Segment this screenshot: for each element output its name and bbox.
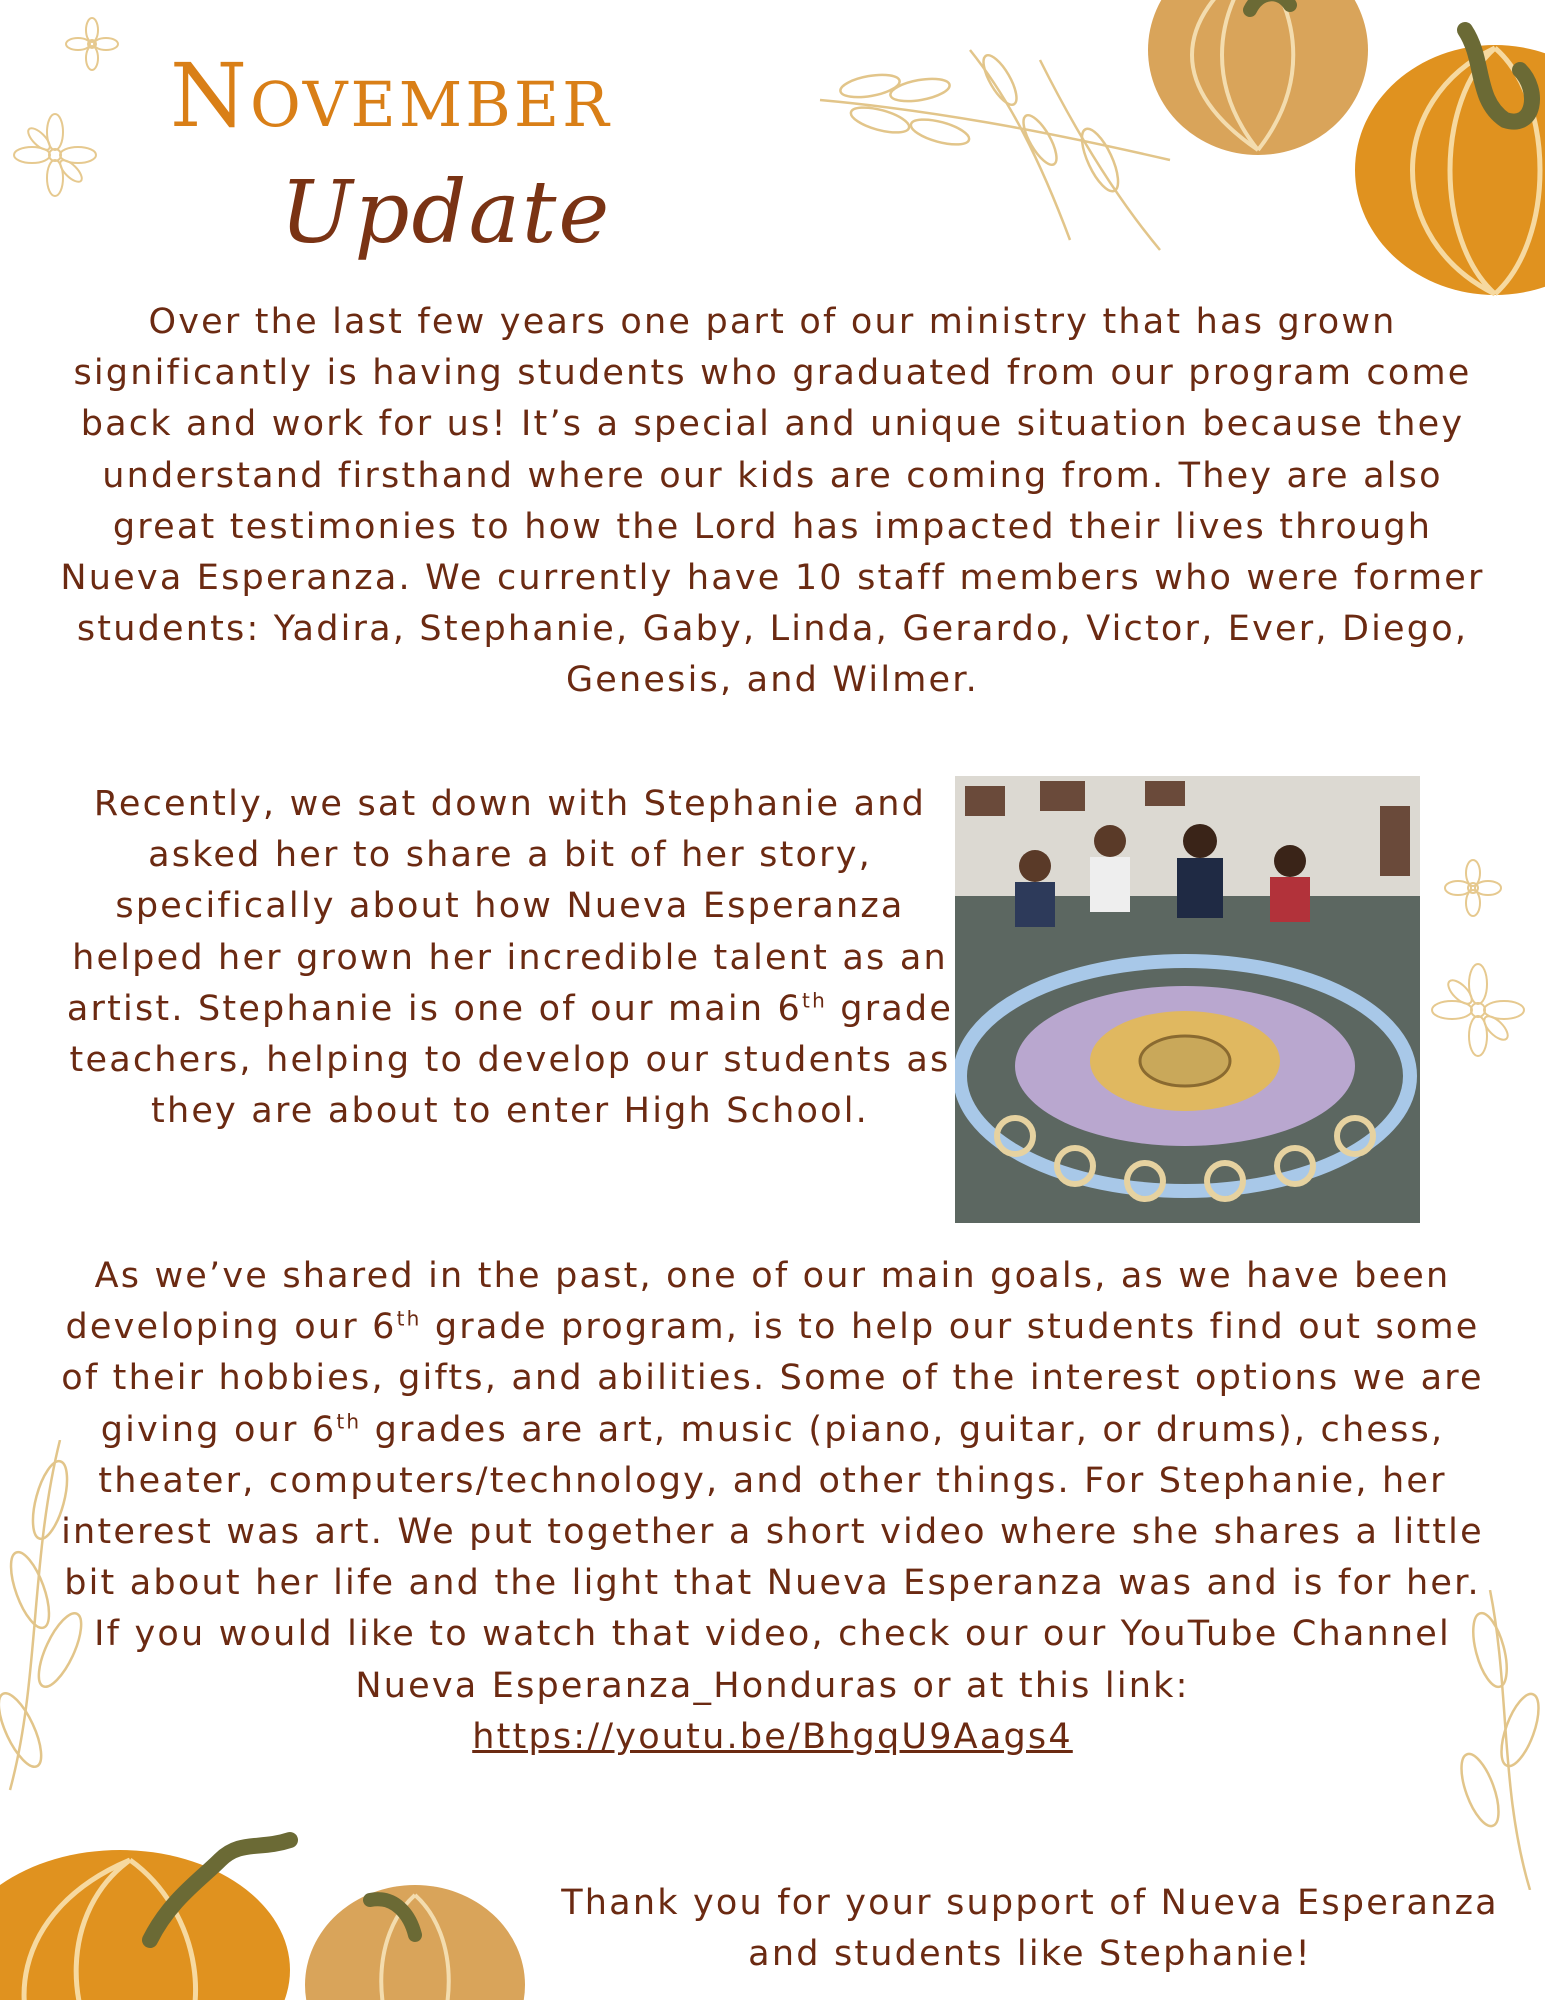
ordinal-suffix: th [396,1306,422,1331]
flower-doodle-icon [1443,858,1503,918]
youtube-link[interactable]: https://youtu.be/BhgqU9Aags4 [472,1716,1073,1757]
pumpkin-icon [0,1820,300,2000]
ordinal-suffix: th [802,988,827,1013]
page-title: November [170,44,612,147]
goals-text: grades are art, music (piano, guitar, or drums), chess, theater, computers/technology, and other things. For Stephanie, her interest was art. We put together a short video where she shares a little bit about her life and the light that Nueva Esperanza was and is for her. If you would like to watch that video, check our our YouTube Channel Nueva Esperanza_Honduras or at this link: [61,1409,1484,1706]
flower-doodle-icon [62,14,122,74]
story-paragraph [60,779,960,1137]
goals-text: As we’ve shared in the past, one of our main goals, as we have been developing our 6 [65,1256,1451,1348]
leaf-sprig-icon [810,40,1180,270]
flower-doodle-icon [1428,960,1528,1060]
pumpkin-icon [300,1875,530,2000]
page-subtitle: Update [280,163,612,263]
flower-doodle-icon [10,110,100,200]
students-chalk-art-photo [955,776,1420,1223]
pumpkin-icon [1140,0,1375,160]
pumpkin-icon [1345,20,1545,320]
story-text: Recently, we sat down with Stephanie and asked her to share a bit of her story, specifically about how Nueva Esperanza helped her grown her incredible talent as an artist. Stephanie is one of our main 6 [66,784,948,1029]
goals-text: grade program, is to help our students find out some of their hobbies, gifts, and abilities. Some of the interest options we are giving our 6 [61,1307,1484,1450]
intro-paragraph: Over the last few years one part of our ministry that has grown significantly is having students who graduated from our program come back and work for us! It’s a special and unique situation because they understand firsthand where our kids are coming from. They are also great testimonies to how the Lord has impacted their lives through Nueva Esperanza. We currently have 10 staff members who were former students: Yadira, Stephanie, Gaby, Linda, Gerardo, Victor, Ever, Diego, Genesis, and Wilmer. [60,302,1485,701]
story-text: grade teachers, helping to develop our students as they are about to enter High School. [69,988,954,1132]
goals-paragraph [60,1251,1485,1763]
closing-paragraph: Thank you for your support of Nueva Esperanza and students like Stephanie! [561,1883,1499,1975]
ordinal-suffix: th [336,1408,362,1433]
